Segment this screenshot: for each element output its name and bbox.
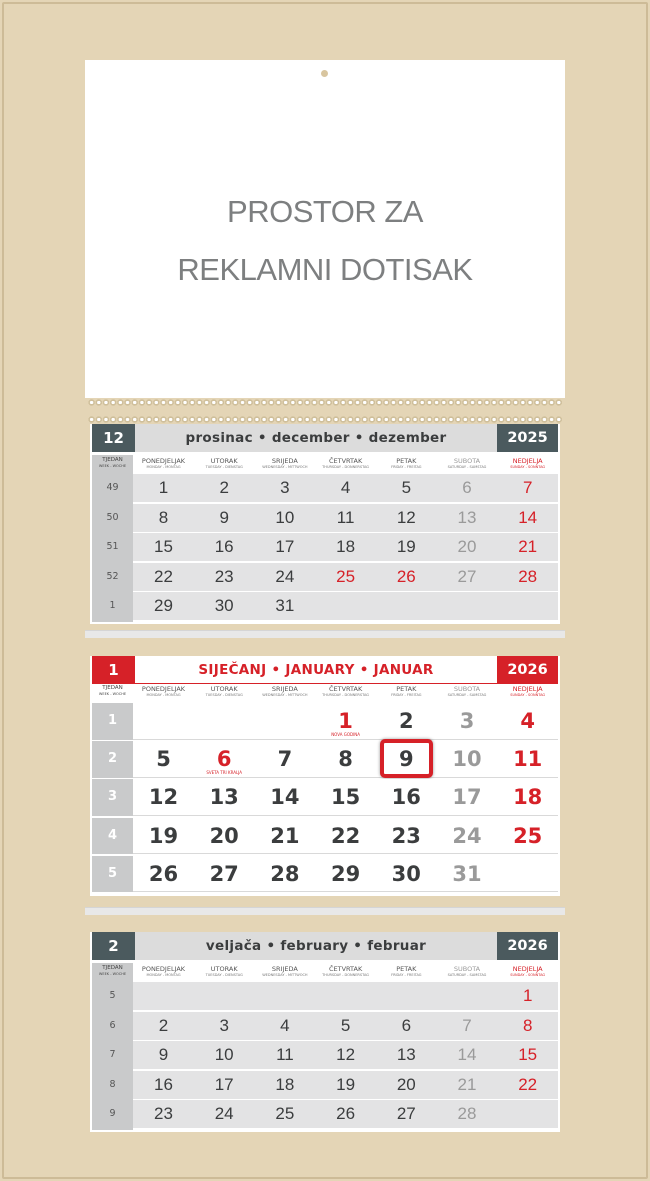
day-cell[interactable]: 7 [277, 747, 293, 772]
day-cell[interactable]: 9 [398, 747, 414, 772]
holiday-note: NOVA GODINA [331, 732, 360, 738]
day-cell[interactable]: 16 [391, 785, 421, 810]
day-name-label: NEDJELJA [512, 965, 543, 973]
week-number: 50 [92, 504, 133, 532]
day-cell[interactable]: 9 [219, 507, 229, 527]
day-cell[interactable]: 25 [336, 566, 356, 586]
week-number: 5 [92, 982, 133, 1010]
day-cell[interactable]: 5 [401, 478, 412, 497]
day-cell[interactable]: 6 [216, 747, 232, 772]
day-cell[interactable]: 19 [148, 823, 179, 848]
week-number: 52 [92, 563, 133, 591]
day-cell[interactable]: 17 [275, 537, 295, 556]
day-name-wednesday [254, 457, 315, 470]
day-name-label: SUBOTA [453, 457, 481, 465]
day-cell[interactable]: 3 [280, 478, 290, 497]
day-name-thursday [315, 965, 376, 978]
day-name-sub: SATURDAY - SAMSTAG [447, 973, 487, 977]
day-name-sub: SUNDAY - SONNTAG [510, 693, 546, 697]
day-name-saturday [437, 457, 498, 470]
day-cell[interactable]: 13 [457, 507, 477, 527]
day-cell[interactable]: 15 [154, 537, 173, 556]
day-name-label: UTORAK [210, 965, 238, 973]
day-cell[interactable]: 14 [457, 1045, 477, 1064]
day-name-friday [376, 457, 437, 470]
day-name-sub: TUESDAY - DIENSTAG [205, 693, 243, 697]
day-cell[interactable]: 23 [154, 1104, 173, 1123]
day-name-monday [133, 457, 194, 470]
month-block [90, 424, 560, 624]
day-cell[interactable]: 4 [340, 478, 351, 497]
day-name-label: ČETVRTAK [328, 685, 363, 693]
day-cell[interactable]: 2 [158, 1015, 169, 1035]
day-name-wednesday [254, 685, 315, 698]
week-number: 4 [92, 818, 133, 855]
month-year: 2026 [497, 656, 558, 684]
day-name-label: PETAK [396, 685, 417, 693]
day-cell[interactable]: 26 [396, 566, 416, 586]
day-cell[interactable]: 18 [275, 1074, 295, 1094]
day-name-label: PETAK [396, 965, 417, 973]
day-cell[interactable]: 13 [396, 1045, 416, 1064]
day-cell[interactable]: 1 [338, 709, 353, 733]
day-name-sub: MONDAY - MONTAG [146, 465, 181, 469]
day-cell[interactable]: 22 [330, 823, 361, 848]
day-cell[interactable]: 23 [214, 566, 234, 586]
day-cell[interactable]: 31 [452, 861, 482, 886]
day-name-label: SRIJEDA [271, 965, 298, 973]
day-name-label: ČETVRTAK [328, 457, 363, 465]
day-name-sub: FRIDAY - FREITAG [391, 973, 422, 977]
day-cell[interactable]: 17 [452, 785, 482, 810]
day-name-label: PONEDJELJAK [141, 685, 186, 693]
day-cell[interactable]: 13 [209, 785, 239, 810]
day-name-friday [376, 685, 437, 698]
day-cell[interactable]: 18 [513, 785, 543, 810]
day-cell[interactable]: 27 [457, 566, 477, 586]
month-number: 1 [92, 656, 135, 684]
day-name-sub: FRIDAY - FREITAG [391, 693, 422, 697]
day-name-tuesday [194, 685, 255, 698]
day-cell[interactable]: 3 [459, 709, 475, 733]
week-title-sub: WEEK - WOCHE [98, 464, 127, 468]
week-number: 1 [92, 703, 133, 740]
week-title-sub: WEEK - WOCHE [98, 692, 127, 696]
day-name-thursday [315, 457, 376, 470]
day-cell[interactable]: 20 [457, 537, 477, 556]
week-number: 1 [92, 592, 133, 620]
day-name-sub: SATURDAY - SAMSTAG [447, 693, 487, 697]
day-cell[interactable]: 26 [336, 1104, 356, 1123]
day-cell[interactable]: 24 [214, 1104, 234, 1123]
day-names-row [92, 457, 558, 475]
day-name-label: PONEDJELJAK [141, 965, 186, 973]
day-cell[interactable]: 27 [396, 1104, 416, 1123]
day-name-sub: TUESDAY - DIENSTAG [205, 465, 243, 469]
week-title-label: TJEDAN [102, 965, 123, 971]
day-name-saturday [437, 685, 498, 698]
month-title: veljača • february • februar [135, 932, 497, 960]
day-cell[interactable]: 25 [513, 823, 543, 848]
week-number: 9 [92, 1100, 133, 1128]
ad-space [85, 60, 565, 398]
day-cell[interactable]: 24 [275, 566, 295, 586]
day-cell[interactable]: 5 [340, 1015, 351, 1035]
day-name-sunday [497, 457, 558, 470]
week-number: 6 [92, 1012, 133, 1040]
week-number: 2 [92, 741, 133, 778]
day-name-label: UTORAK [210, 685, 238, 693]
day-name-label: NEDJELJA [512, 685, 543, 693]
day-cell[interactable]: 28 [270, 861, 300, 886]
day-name-sub: THURSDAY - DONNERSTAG [322, 973, 370, 977]
week-number: 7 [92, 1041, 133, 1069]
day-name-sub: MONDAY - MONTAG [146, 973, 181, 977]
day-cell[interactable]: 23 [391, 823, 421, 848]
month-header [92, 932, 558, 960]
month-header [92, 424, 558, 452]
day-cell[interactable]: 7 [522, 478, 533, 497]
day-cell[interactable]: 6 [401, 1015, 412, 1035]
day-name-sub: TUESDAY - DIENSTAG [205, 973, 243, 977]
week-title-sub: WEEK - WOCHE [98, 972, 127, 976]
day-cell[interactable]: 4 [280, 1015, 290, 1035]
day-cell[interactable]: 12 [396, 507, 416, 527]
week-number: 8 [92, 1071, 133, 1099]
day-name-sunday [497, 965, 558, 978]
day-cell[interactable]: 14 [270, 785, 300, 810]
day-name-sub: SUNDAY - SONNTAG [510, 973, 546, 977]
day-name-sub: SUNDAY - SONNTAG [510, 465, 546, 469]
day-cell[interactable]: 5 [156, 747, 171, 772]
day-name-label: SRIJEDA [271, 685, 298, 693]
day-cell[interactable]: 26 [148, 861, 179, 886]
month-year: 2025 [497, 424, 558, 452]
day-cell[interactable]: 22 [518, 1074, 538, 1094]
day-cell[interactable]: 8 [158, 507, 169, 527]
day-cell[interactable]: 10 [214, 1045, 234, 1064]
day-cell[interactable]: 11 [513, 747, 543, 772]
day-cell[interactable]: 29 [330, 861, 361, 886]
day-cell[interactable]: 21 [270, 823, 300, 848]
day-cell[interactable]: 15 [518, 1045, 538, 1064]
day-cell[interactable]: 17 [214, 1074, 234, 1094]
month-header [92, 656, 558, 684]
day-cell[interactable]: 20 [209, 823, 239, 848]
day-name-label: PONEDJELJAK [141, 457, 186, 465]
month-number: 2 [92, 932, 135, 960]
day-name-monday [133, 685, 194, 698]
day-name-sub: THURSDAY - DONNERSTAG [322, 693, 370, 697]
day-cell[interactable]: 22 [154, 566, 173, 586]
week-number: 51 [92, 533, 133, 561]
day-name-label: SUBOTA [453, 685, 481, 693]
day-names-row [92, 685, 558, 703]
month-title: prosinac • december • dezember [135, 424, 497, 452]
day-cell[interactable]: 21 [518, 537, 538, 556]
week-number: 49 [92, 474, 133, 502]
day-name-tuesday [194, 457, 255, 470]
day-name-sub: SATURDAY - SAMSTAG [447, 465, 487, 469]
day-name-label: PETAK [396, 457, 417, 465]
day-cell[interactable]: 15 [330, 785, 361, 810]
day-name-sub: MONDAY - MONTAG [146, 693, 181, 697]
holiday-note: SVETA TRI KRALJA [206, 770, 243, 776]
day-cell[interactable]: 3 [219, 1015, 229, 1035]
day-cell[interactable]: 27 [209, 861, 239, 886]
week-row [133, 982, 558, 1010]
day-cell[interactable]: 24 [452, 823, 482, 848]
day-name-wednesday [254, 965, 315, 978]
day-name-label: ČETVRTAK [328, 965, 363, 973]
day-cell[interactable]: 11 [276, 1045, 294, 1064]
day-cell[interactable]: 12 [336, 1045, 356, 1064]
day-cell[interactable]: 1 [158, 478, 169, 497]
day-name-sub: WEDNESDAY - MITTWOCH [262, 973, 308, 977]
day-cell[interactable]: 10 [452, 747, 482, 772]
spiral-binding-top-lower [88, 406, 562, 424]
day-cell[interactable]: 6 [462, 478, 472, 497]
day-name-thursday [315, 685, 376, 698]
day-cell[interactable]: 28 [518, 566, 538, 586]
day-cell[interactable]: 31 [275, 596, 295, 615]
day-cell[interactable]: 7 [462, 1015, 472, 1035]
day-cell[interactable]: 10 [275, 507, 295, 527]
day-name-label: SUBOTA [453, 965, 481, 973]
day-cell[interactable]: 21 [457, 1074, 477, 1094]
month-title: SIJEČANJ • JANUARY • JANUAR [135, 656, 497, 684]
day-cell[interactable]: 16 [154, 1074, 173, 1094]
day-name-sub: THURSDAY - DONNERSTAG [322, 465, 370, 469]
day-cell[interactable]: 8 [338, 747, 353, 772]
day-name-label: UTORAK [210, 457, 238, 465]
day-name-friday [376, 965, 437, 978]
day-cell[interactable]: 28 [457, 1104, 477, 1123]
day-cell[interactable]: 16 [214, 537, 234, 556]
day-name-sub: WEDNESDAY - MITTWOCH [262, 465, 308, 469]
ad-line-2: REKLAMNI DOTISAK [177, 252, 473, 287]
week-title-label: TJEDAN [102, 457, 123, 463]
month-block [90, 932, 560, 1132]
day-cell[interactable]: 8 [522, 1015, 533, 1035]
day-cell[interactable]: 11 [336, 507, 355, 527]
day-cell[interactable]: 2 [219, 478, 229, 497]
day-cell[interactable]: 4 [520, 709, 535, 733]
page-separator-1 [85, 630, 565, 638]
week-number: 3 [92, 779, 133, 816]
day-cell[interactable]: 1 [522, 986, 533, 1005]
day-cell[interactable]: 19 [336, 1074, 356, 1094]
day-name-label: NEDJELJA [512, 457, 543, 465]
week-title-label: TJEDAN [102, 685, 123, 691]
day-cell[interactable]: 2 [398, 709, 414, 733]
day-name-monday [133, 965, 194, 978]
month-number: 12 [92, 424, 135, 452]
ad-line-1: PROSTOR ZA [227, 194, 423, 229]
day-cell[interactable]: 20 [396, 1074, 416, 1094]
hanging-hole [321, 70, 328, 77]
day-cell[interactable]: 18 [336, 537, 356, 556]
day-cell[interactable]: 19 [396, 537, 416, 556]
day-name-tuesday [194, 965, 255, 978]
day-cell[interactable]: 12 [148, 785, 179, 810]
month-block [90, 656, 560, 896]
week-number: 5 [92, 856, 133, 893]
day-names-row [92, 965, 558, 983]
page-separator-2 [85, 907, 565, 915]
day-cell[interactable]: 25 [275, 1104, 295, 1123]
day-name-sub: WEDNESDAY - MITTWOCH [262, 693, 308, 697]
day-name-saturday [437, 965, 498, 978]
day-cell[interactable]: 30 [214, 596, 234, 615]
day-name-sub: FRIDAY - FREITAG [391, 465, 422, 469]
month-year: 2026 [497, 932, 558, 960]
day-cell[interactable]: 9 [158, 1045, 169, 1064]
day-cell[interactable]: 30 [391, 861, 421, 886]
day-name-sunday [497, 685, 558, 698]
day-cell[interactable]: 29 [154, 596, 173, 615]
day-cell[interactable]: 14 [518, 507, 538, 527]
day-name-label: SRIJEDA [271, 457, 298, 465]
